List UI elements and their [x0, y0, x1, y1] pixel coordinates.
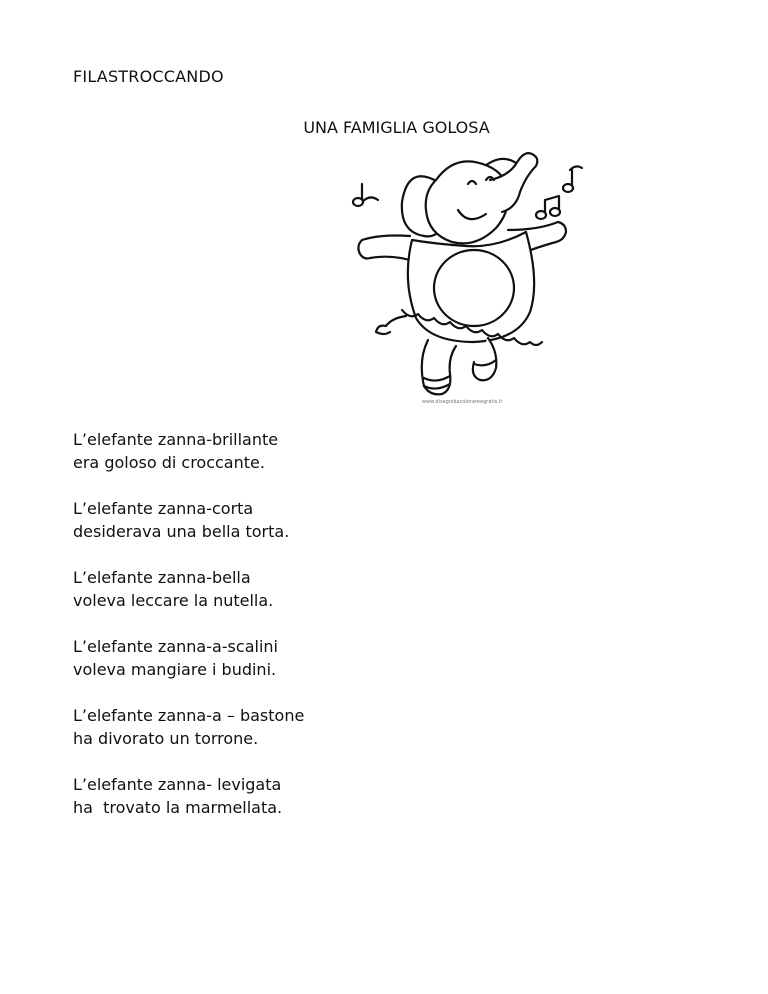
stanza	[73, 773, 304, 819]
poem-body	[73, 428, 304, 842]
poem-line: L’elefante zanna-brillante	[73, 430, 279, 449]
elephant-illustration	[340, 140, 588, 410]
stanza	[73, 635, 304, 681]
illustration-watermark: www.disegnidacolorareegratis.it	[422, 399, 503, 405]
poem-line: voleva leccare la nutella.	[73, 591, 274, 610]
stanza	[73, 566, 304, 612]
music-note-icon	[536, 196, 560, 219]
poem-line: ha trovato la marmellata.	[73, 798, 283, 817]
music-note-icon	[563, 166, 582, 192]
poem-line: desiderava una bella torta.	[73, 522, 290, 541]
poem-line: era goloso di croccante.	[73, 453, 265, 472]
poem-line: voleva mangiare i budini.	[73, 660, 277, 679]
music-note-icon	[353, 184, 378, 206]
header-label: FILASTROCCANDO	[73, 67, 224, 86]
stanza	[73, 428, 304, 474]
poem-line: L’elefante zanna-a – bastone	[73, 706, 305, 725]
stanza	[73, 497, 304, 543]
poem-line: L’elefante zanna-bella	[73, 568, 251, 587]
poem-title: UNA FAMIGLIA GOLOSA	[303, 118, 490, 137]
poem-line: ha divorato un torrone.	[73, 729, 259, 748]
poem-line: L’elefante zanna-a-scalini	[73, 637, 278, 656]
poem-line: L’elefante zanna-corta	[73, 499, 254, 518]
stanza	[73, 704, 304, 750]
poem-line: L’elefante zanna- levigata	[73, 775, 282, 794]
